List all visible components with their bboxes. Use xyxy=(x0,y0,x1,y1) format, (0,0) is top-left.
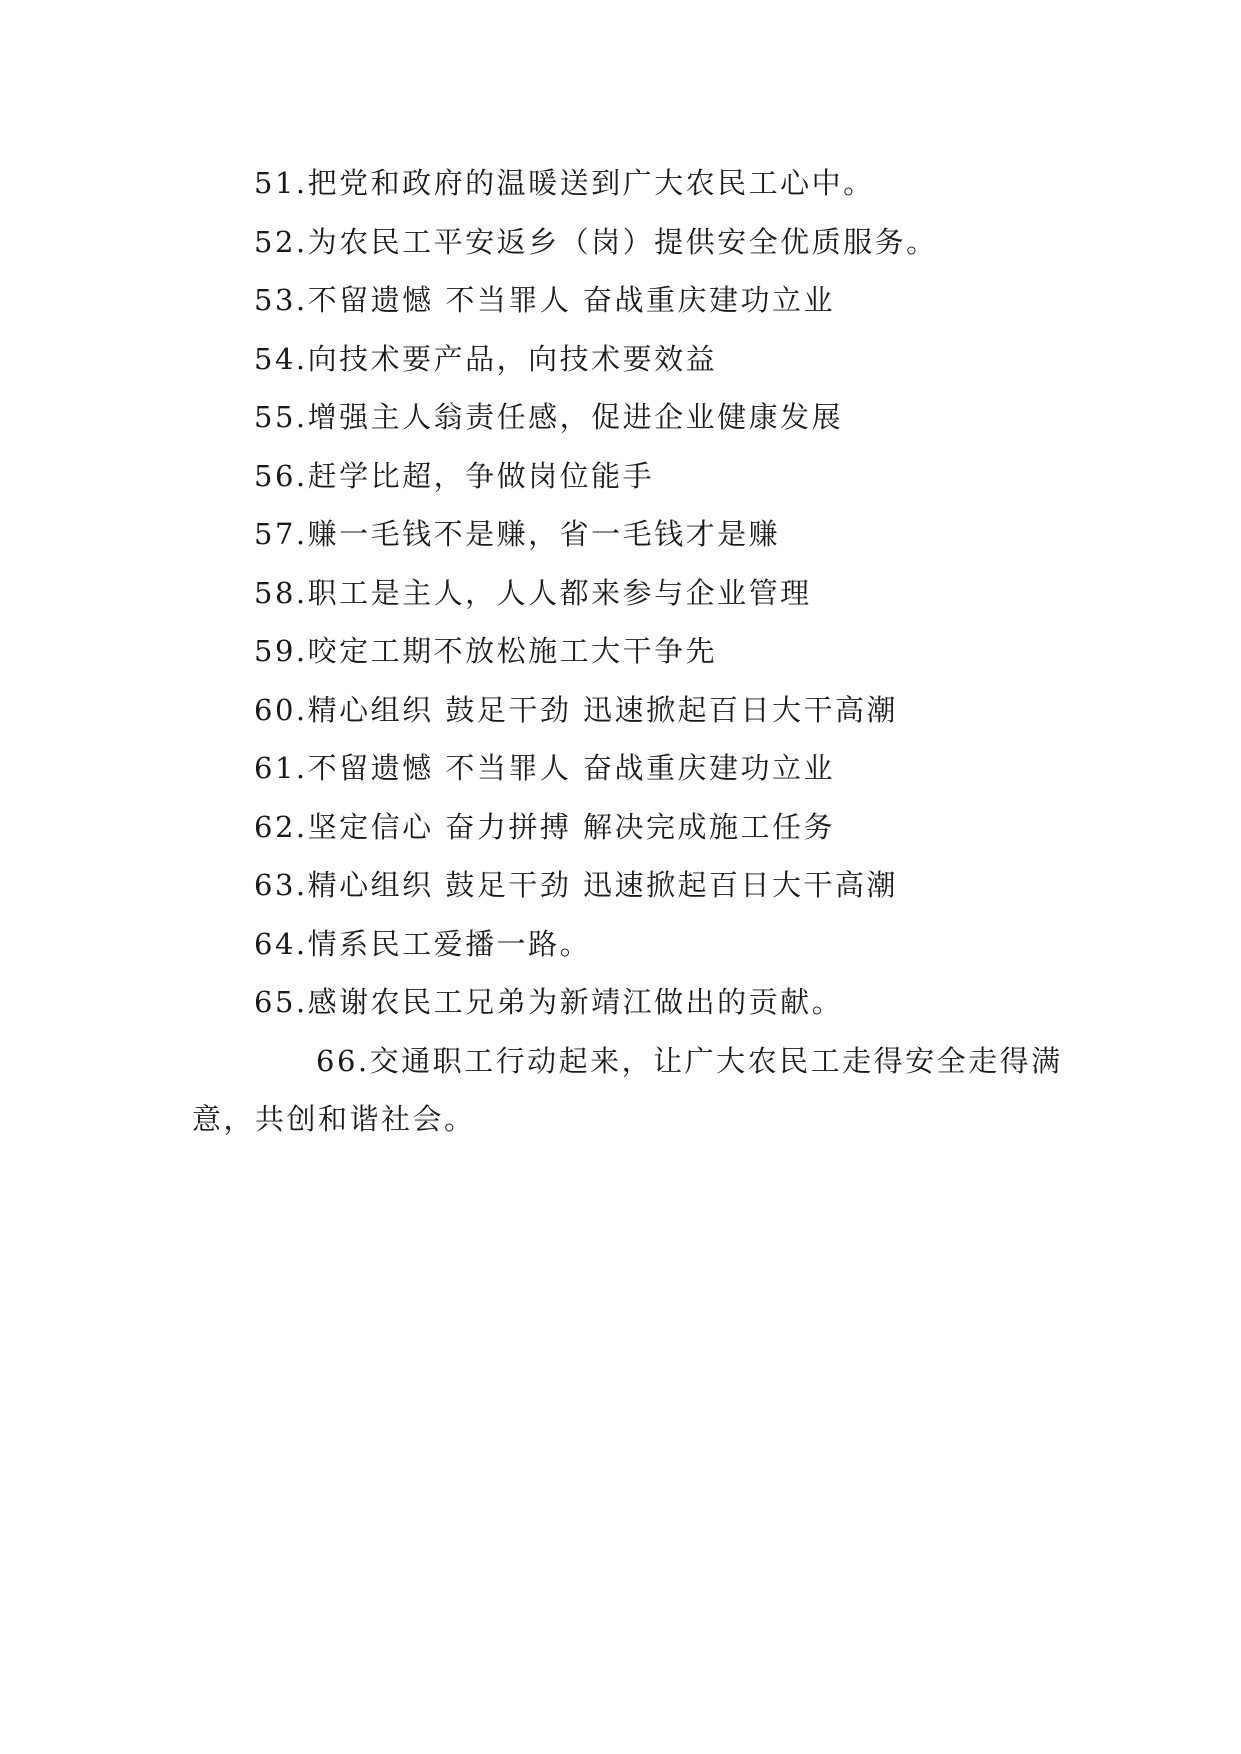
list-item xyxy=(192,505,1072,564)
item-number: 64. xyxy=(254,926,308,961)
item-text: 把党和政府的温暖送到广大农民工心中。 xyxy=(307,166,875,200)
list-item xyxy=(192,681,1072,740)
item-text: 增强主人翁责任感，促进企业健康发展 xyxy=(307,400,844,434)
item-text: 不留遗憾 不当罪人 奋战重庆建功立业 xyxy=(307,283,836,317)
item-text: 赚一毛钱不是赚，省一毛钱才是赚 xyxy=(307,517,781,551)
list-item xyxy=(192,330,1072,389)
item-number: 56. xyxy=(254,458,308,493)
item-number: 61. xyxy=(254,751,308,785)
list-item xyxy=(192,856,1072,915)
list-item xyxy=(192,388,1072,447)
item-text: 精心组织 鼓足干劲 迅速掀起百日大干高潮 xyxy=(307,692,899,727)
list-item xyxy=(192,271,1072,330)
item-number: 60. xyxy=(254,692,308,727)
list-item xyxy=(192,213,1072,272)
item-text: 感谢农民工兄弟为新靖江做出的贡献。 xyxy=(307,985,844,1019)
list-item xyxy=(192,739,1072,798)
item-number: 59. xyxy=(254,634,308,668)
list-item xyxy=(192,564,1072,623)
item-number: 51. xyxy=(254,166,308,200)
item-number: 54. xyxy=(254,341,308,376)
list-item xyxy=(192,1032,1072,1149)
item-number: 52. xyxy=(254,224,308,259)
item-number: 57. xyxy=(254,517,308,551)
item-text: 咬定工期不放松施工大干争先 xyxy=(307,634,718,668)
list-item xyxy=(192,915,1072,974)
item-text: 坚定信心 奋力拼搏 解决完成施工任务 xyxy=(307,809,836,844)
list-item xyxy=(192,154,1072,213)
item-number: 63. xyxy=(254,868,308,902)
item-text: 情系民工爱播一路。 xyxy=(307,926,592,961)
list-item xyxy=(192,973,1072,1032)
item-number: 55. xyxy=(254,400,308,434)
slogan-list xyxy=(192,154,1072,1149)
list-item xyxy=(192,622,1072,681)
item-text: 向技术要产品，向技术要效益 xyxy=(307,341,718,376)
item-number: 66. xyxy=(316,1043,370,1078)
item-number: 62. xyxy=(254,809,308,844)
item-text: 职工是主人，人人都来参与企业管理 xyxy=(307,575,812,610)
item-text: 为农民工平安返乡（岗）提供安全优质服务。 xyxy=(307,224,938,259)
item-text: 赶学比超，争做岗位能手 xyxy=(307,458,655,493)
list-item xyxy=(192,447,1072,506)
item-text: 交通职工行动起来，让广大农民工走得安全走得满意，共创和谐社会。 xyxy=(192,1043,1063,1136)
item-number: 53. xyxy=(254,283,308,317)
item-number: 65. xyxy=(254,985,308,1019)
item-number: 58. xyxy=(254,575,308,610)
list-item xyxy=(192,798,1072,857)
item-text: 不留遗憾 不当罪人 奋战重庆建功立业 xyxy=(307,751,836,785)
item-text: 精心组织 鼓足干劲 迅速掀起百日大干高潮 xyxy=(307,868,899,902)
